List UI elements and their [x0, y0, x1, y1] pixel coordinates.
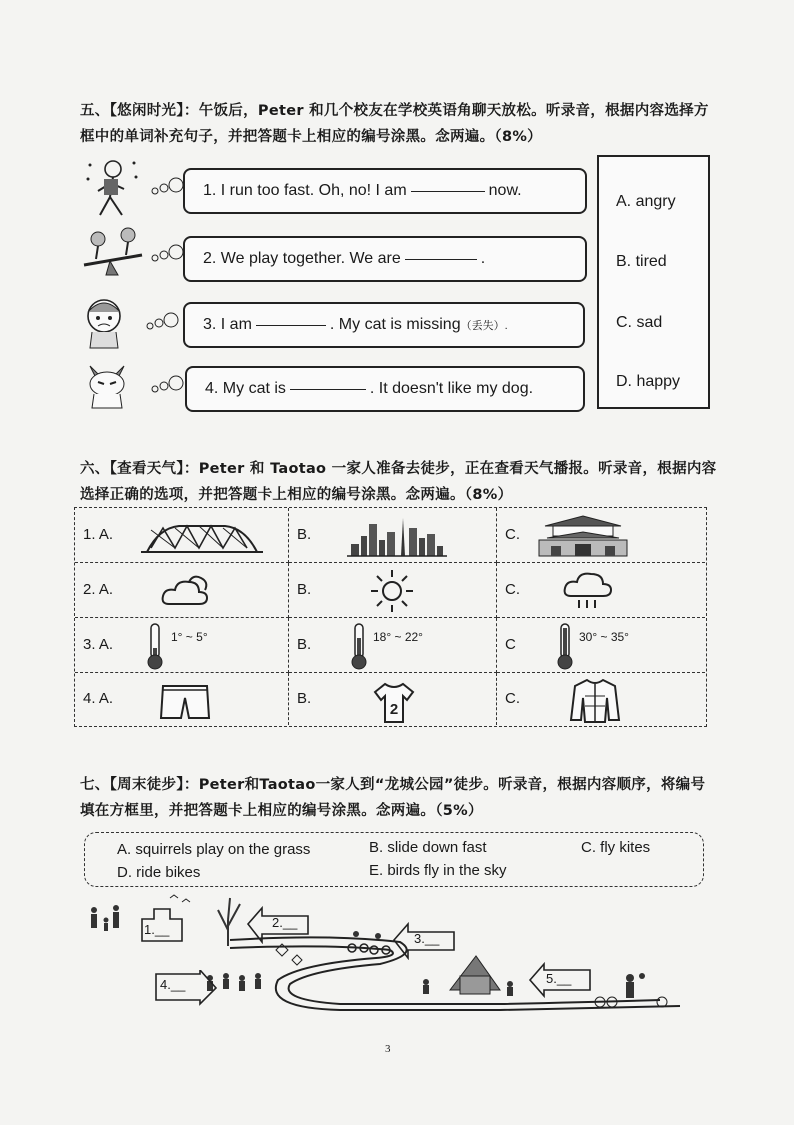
thought-dots-icon — [150, 176, 186, 198]
row-3-label-c: C — [505, 636, 516, 653]
slot-5[interactable]: 5.__ — [546, 971, 572, 986]
temp-range-c: 30° ~ 35° — [579, 630, 629, 644]
sentence-1-post: now. — [488, 182, 522, 199]
thermometer-mild-icon — [349, 622, 369, 672]
thermometer-cold-icon — [145, 622, 165, 672]
row-1-label-c: C. — [505, 526, 520, 543]
option-b: B. tired — [616, 253, 667, 270]
choice-d: D. ride bikes — [117, 864, 201, 881]
angry-cat-icon — [84, 358, 130, 410]
winter-jacket-icon — [569, 676, 621, 724]
cell-3b[interactable] — [289, 618, 497, 673]
option-c: C. sad — [616, 314, 663, 331]
shorts-icon — [159, 682, 211, 722]
choice-a: A. squirrels play on the grass — [117, 841, 311, 858]
sentence-3-note: （丢失）. — [460, 320, 508, 332]
cell-3c[interactable] — [497, 618, 705, 673]
choice-c: C. fly kites — [581, 839, 651, 856]
sunny-icon — [369, 568, 415, 614]
tired-runner-icon — [80, 155, 142, 223]
sentence-3-post: . My cat is missing — [329, 316, 461, 333]
q5-title: 五、【悠闲时光】：午饭后，Peter 和几个校友在学校英语角聊天放松。听录音，根据内容选择方框中的单词补充句子，并把答题卡上相应的编号涂黑。念两遍。（8%） — [80, 103, 709, 145]
sentence-4-post: . It doesn't like my dog. — [369, 380, 534, 397]
thought-dots-icon — [145, 311, 181, 333]
sentence-2-bubble — [183, 236, 587, 282]
sentence-1-bubble — [183, 168, 587, 214]
sentence-1-blank[interactable] — [411, 191, 485, 192]
rainy-icon — [561, 570, 615, 612]
sentence-2-pre: 2. We play together. We are — [203, 250, 401, 267]
kids-seesaw-icon — [80, 225, 148, 281]
cloudy-icon — [159, 572, 211, 610]
stadium-landmark-icon — [139, 518, 265, 556]
sentence-3-bubble — [183, 302, 585, 348]
option-a: A. angry — [616, 193, 676, 210]
sentence-2-post: . — [480, 250, 486, 267]
word-options-box — [597, 155, 710, 409]
thought-dots-icon — [150, 243, 186, 265]
sentence-3-blank[interactable] — [256, 325, 326, 326]
tiananmen-landmark-icon — [535, 512, 631, 558]
sentence-4-bubble — [185, 366, 585, 412]
sentence-4-pre: 4. My cat is — [205, 380, 286, 397]
q7-title: 七、【周末徒步】：Peter和Taotao一家人到“龙城公园”徒步。听录音，根据内容顺序，将编号填在方框里，并把答题卡上相应的编号涂黑。念两遍。（5%） — [80, 777, 706, 819]
row-2-label-c: C. — [505, 581, 520, 598]
sentence-3-pre: 3. I am — [203, 316, 252, 333]
row-1-label-a: 1. A. — [83, 526, 114, 543]
thermometer-hot-icon — [555, 622, 575, 672]
row-4-label-a: 4. A. — [83, 690, 114, 707]
page-number: 3 — [385, 1043, 391, 1055]
row-4-label-c: C. — [505, 690, 520, 707]
weather-options-table — [74, 507, 707, 727]
thought-dots-icon — [150, 374, 186, 396]
slot-4[interactable]: 4.__ — [160, 977, 186, 992]
sad-girl-icon — [80, 292, 130, 352]
row-1-label-b: B. — [297, 526, 312, 543]
sentence-1-pre: 1. I run too fast. Oh, no! I am — [203, 182, 407, 199]
temp-range-b: 18° ~ 22° — [373, 630, 423, 644]
row-3-label-b: B. — [297, 636, 312, 653]
row-3-label-a: 3. A. — [83, 636, 114, 653]
shirt-number: 2 — [389, 701, 399, 718]
slot-1[interactable]: 1.__ — [144, 922, 170, 937]
q6-title: 六、【查看天气】：Peter 和 Taotao 一家人准备去徒步，正在查看天气播报。听录音，根据内容选择正确的选项，并把答题卡上相应的编号涂黑。念两遍。（8%） — [80, 461, 717, 503]
city-skyline-icon — [347, 514, 447, 558]
row-2-label-a: 2. A. — [83, 581, 114, 598]
row-2-label-b: B. — [297, 581, 312, 598]
sentence-2-blank[interactable] — [405, 259, 477, 260]
choice-e: E. birds fly in the sky — [369, 862, 507, 879]
slot-2[interactable]: 2.__ — [272, 915, 298, 930]
choice-b: B. slide down fast — [369, 839, 487, 856]
activity-choices-box — [84, 832, 704, 887]
option-d: D. happy — [616, 373, 681, 390]
sentence-4-blank[interactable] — [290, 389, 366, 390]
row-4-label-b: B. — [297, 690, 312, 707]
tshirt-icon — [371, 680, 417, 724]
slot-3[interactable]: 3.__ — [414, 931, 440, 946]
temp-range-a: 1° ~ 5° — [171, 630, 208, 644]
